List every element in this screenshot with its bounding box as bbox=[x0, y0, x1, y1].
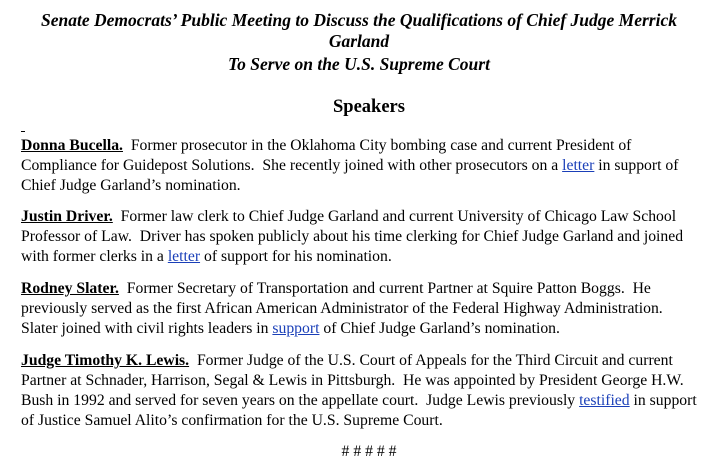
speaker-text: Former prosecutor in the Oklahoma City bombing case and current President of bbox=[122, 137, 632, 154]
speaker-text: Bush in 1992 and served for seven years on the appellate court. Judge Lewis previously bbox=[21, 392, 580, 409]
speaker-text: Professor of Law. Driver has spoken publicly about his time clerking for Chief Judge Garland and joined bbox=[21, 228, 684, 245]
speaker-text: Former Secretary of Transportation and current Partner at Squire Patton Boggs. He bbox=[118, 280, 651, 297]
underline-mark bbox=[21, 131, 25, 132]
speaker-line bbox=[21, 156, 711, 176]
speaker-line bbox=[21, 351, 711, 371]
speaker-text: Partner at Schnader, Harrison, Segal & Lewis in Pittsburgh. He was appointed by President George H.W. bbox=[21, 372, 684, 389]
end-marker: # # # # # bbox=[341, 443, 397, 460]
speaker-line bbox=[21, 299, 711, 319]
speakers-heading: Speakers bbox=[333, 97, 405, 117]
document-title-line-2: Garland bbox=[328, 31, 390, 51]
speaker-text: with former clerks in a bbox=[21, 248, 168, 265]
speaker-line bbox=[21, 279, 711, 299]
speaker-line bbox=[21, 207, 711, 227]
speaker-name: Donna Bucella. bbox=[21, 137, 123, 154]
speaker-entry-slater bbox=[21, 279, 711, 339]
speaker-line bbox=[21, 371, 711, 391]
speaker-line bbox=[21, 176, 711, 196]
testified-link[interactable]: testified bbox=[579, 392, 630, 409]
speaker-text: Compliance for Guidepost Solutions. She recently joined with other prosecutors on a bbox=[21, 157, 563, 174]
letter-link[interactable]: letter bbox=[167, 248, 201, 265]
document-title-line-1: Senate Democrats’ Public Meeting to Discuss the Qualifications of Chief Judge Merrick bbox=[41, 10, 677, 30]
speaker-text: of support for his nomination. bbox=[200, 248, 392, 265]
document-title-line-3: To Serve on the U.S. Supreme Court bbox=[228, 54, 490, 74]
speaker-name: Rodney Slater. bbox=[21, 280, 119, 297]
speaker-text: of Justice Samuel Alito’s confirmation for the U.S. Supreme Court. bbox=[21, 412, 443, 429]
speaker-line bbox=[21, 391, 711, 411]
speaker-text: in support of bbox=[594, 157, 679, 174]
speaker-line bbox=[21, 411, 711, 431]
speaker-name: Judge Timothy K. Lewis. bbox=[21, 352, 190, 369]
speaker-text: of Chief Judge Garland’s nomination. bbox=[319, 320, 560, 337]
speaker-text: Former Judge of the U.S. Court of Appeals for the Third Circuit and current bbox=[189, 352, 673, 369]
speaker-text: Slater joined with civil rights leaders in bbox=[21, 320, 273, 337]
speaker-entry-lewis bbox=[21, 351, 711, 431]
speaker-text: Former law clerk to Chief Judge Garland and current University of Chicago Law School bbox=[112, 208, 677, 225]
speaker-entry-driver bbox=[21, 207, 711, 267]
speaker-line bbox=[21, 227, 711, 247]
speaker-line bbox=[21, 136, 711, 156]
speaker-text: Chief Judge Garland’s nomination. bbox=[21, 177, 241, 194]
support-link[interactable]: support bbox=[272, 320, 320, 337]
letter-link[interactable]: letter bbox=[562, 157, 595, 174]
speaker-entry-bucella bbox=[21, 136, 711, 196]
speaker-line bbox=[21, 319, 711, 339]
speaker-text: in support bbox=[629, 392, 697, 409]
speaker-text: previously served as the first African American Administrator of the Federal Highway Administration. bbox=[21, 300, 663, 317]
speaker-name: Justin Driver. bbox=[21, 208, 113, 225]
speaker-line bbox=[21, 247, 711, 267]
